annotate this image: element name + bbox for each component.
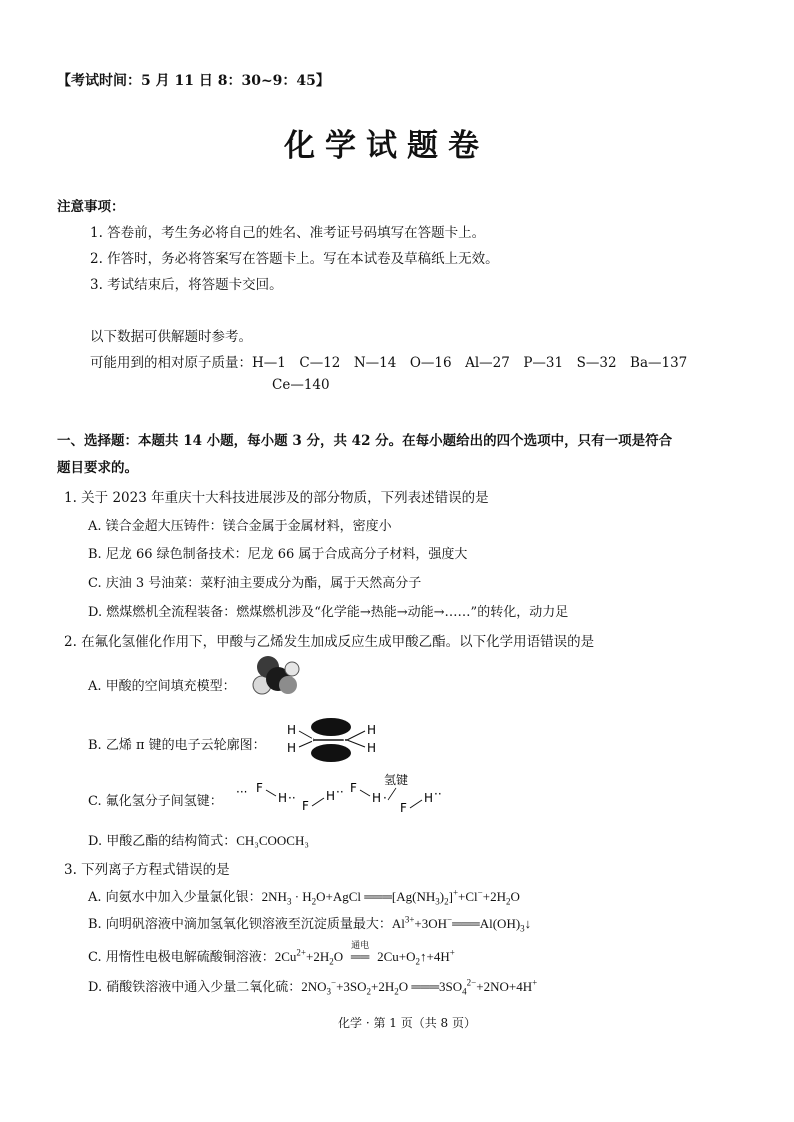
question-1-option-b: B. 尼龙 66 绿色制备技术：尼龙 66 属于合成高分子材料，强度大 xyxy=(88,547,468,562)
equation-c: $2Cu^{2+}+2H_2O$ 通电 ══ $2Cu+O_2↑+4H^+$ xyxy=(274,940,455,967)
svg-text:···: ··· xyxy=(236,785,248,799)
notice-item: 1. 答卷前，考生务必将自己的姓名、准考证号码填写在答题卡上。 xyxy=(90,225,486,241)
question-3-option-b xyxy=(88,913,531,934)
svg-text:··: ·· xyxy=(434,787,442,801)
question-1-option-c: C. 庆油 3 号油菜：菜籽油主要成分为酯，属于天然高分子 xyxy=(88,576,422,591)
ethyl-formate-formula: CH₃COOCH₃ xyxy=(236,833,309,848)
notice-item: 3. 考试结束后，将答题卡交回。 xyxy=(90,277,283,293)
question-1-stem: 1. 关于 2023 年重庆十大科技进展涉及的部分物质，下列表述错误的是 xyxy=(64,490,489,506)
atom-h: H xyxy=(372,791,382,805)
question-1-option-d: D. 燃煤燃机全流程装备：燃煤燃机涉及“化学能→热能→动能→……”的转化，动力足 xyxy=(88,605,569,620)
question-2-option-b: B. 乙烯 π 键的电子云轮廓图： xyxy=(88,738,266,753)
page-footer: 化学 · 第 1 页（共 8 页） xyxy=(338,1016,476,1030)
question-2-stem: 2. 在氟化氢催化作用下，甲酸与乙烯发生加成反应生成甲酸乙酯。以下化学用语错误的是 xyxy=(64,634,595,650)
atom-f: F xyxy=(256,781,263,795)
question-3-stem: 3. 下列离子方程式错误的是 xyxy=(64,862,230,878)
question-2-option-c: C. 氟化氢分子间氢键： xyxy=(88,794,223,809)
atom-h: H xyxy=(424,791,434,805)
section-heading-cont: 题目要求的。 xyxy=(57,460,138,476)
notice-item: 2. 作答时，务必将答案写在答题卡上。写在本试卷及草稿纸上无效。 xyxy=(90,251,499,267)
question-1-option-a: A. 镁合金超大压铸件：镁合金属于金属材料，密度小 xyxy=(88,519,392,534)
section-heading: 一、选择题：本题共 14 小题，每小题 3 分，共 42 分。在每小题给出的四个选项中，只有一项是符合 xyxy=(57,433,673,449)
atom-h: H xyxy=(367,723,377,737)
atom-h: H xyxy=(367,741,377,755)
atom-c: C xyxy=(311,733,320,747)
svg-text:··: ·· xyxy=(336,785,344,799)
question-3-option-c xyxy=(88,940,455,967)
atom-f: F xyxy=(302,799,309,813)
notice-heading: 注意事项： xyxy=(57,199,125,215)
svg-text:··: ·· xyxy=(288,791,296,805)
option-c-label: C. 用惰性电极电解硫酸铜溶液： xyxy=(88,950,275,965)
atom-h: H xyxy=(287,741,297,755)
hydrogen-bond-diagram xyxy=(236,770,466,818)
question-2-option-d xyxy=(88,830,309,849)
atom-h: H xyxy=(287,723,297,737)
svg-text:·: · xyxy=(383,791,387,805)
equation-a: $2NH_3$ · $H_2O+AgCl$ $═══[Ag(NH_3)_2]^++Cl^-+2H_2O$ xyxy=(261,887,520,907)
electrolysis-condition: 通电 xyxy=(351,940,370,950)
question-3-option-d xyxy=(88,976,537,997)
exam-time: 【考试时间：5 月 11 日 8：30~9：45】 xyxy=(57,73,330,89)
question-2-option-a: A. 甲酸的空间填充模型： xyxy=(88,679,236,694)
atomic-mass-list-cont: Ce—140 xyxy=(272,377,330,393)
atom-h: H xyxy=(326,789,336,803)
reference-note: 以下数据可供解题时参考。 xyxy=(90,329,252,345)
option-a-label: A. 向氨水中加入少量氯化银： xyxy=(88,890,262,905)
atom-c: C xyxy=(343,733,352,747)
option-b-label: B. 向明矾溶液中滴加氢氧化钡溶液至沉淀质量最大： xyxy=(88,917,392,932)
question-3-option-a xyxy=(88,886,520,907)
atom-h: H xyxy=(278,791,288,805)
equation-d: $2NO_3^-+3SO_2+2H_2O$ $═══3SO_4^{2-}+2NO+4H^+$ xyxy=(301,977,538,997)
atom-f: F xyxy=(400,801,407,815)
option-d-label: D. 甲酸乙酯的结构简式： xyxy=(88,834,237,849)
ethylene-pi-bond-diagram xyxy=(285,714,385,766)
equation-b: $Al^{3+}+3OH^-═══Al(OH)_3↓$ xyxy=(391,914,532,934)
page-title: 化学试题卷 xyxy=(284,128,489,164)
formic-acid-space-filling-model xyxy=(248,655,300,701)
option-d-label: D. 硝酸铁溶液中通入少量二氧化硫： xyxy=(88,980,302,995)
atom-f: F xyxy=(350,781,357,795)
atomic-mass-list: 可能用到的相对原子质量：H—1 C—12 N—14 O—16 Al—27 P—31 S—32 Ba—137 xyxy=(90,355,688,371)
hydrogen-bond-label: 氢键 xyxy=(384,773,409,787)
